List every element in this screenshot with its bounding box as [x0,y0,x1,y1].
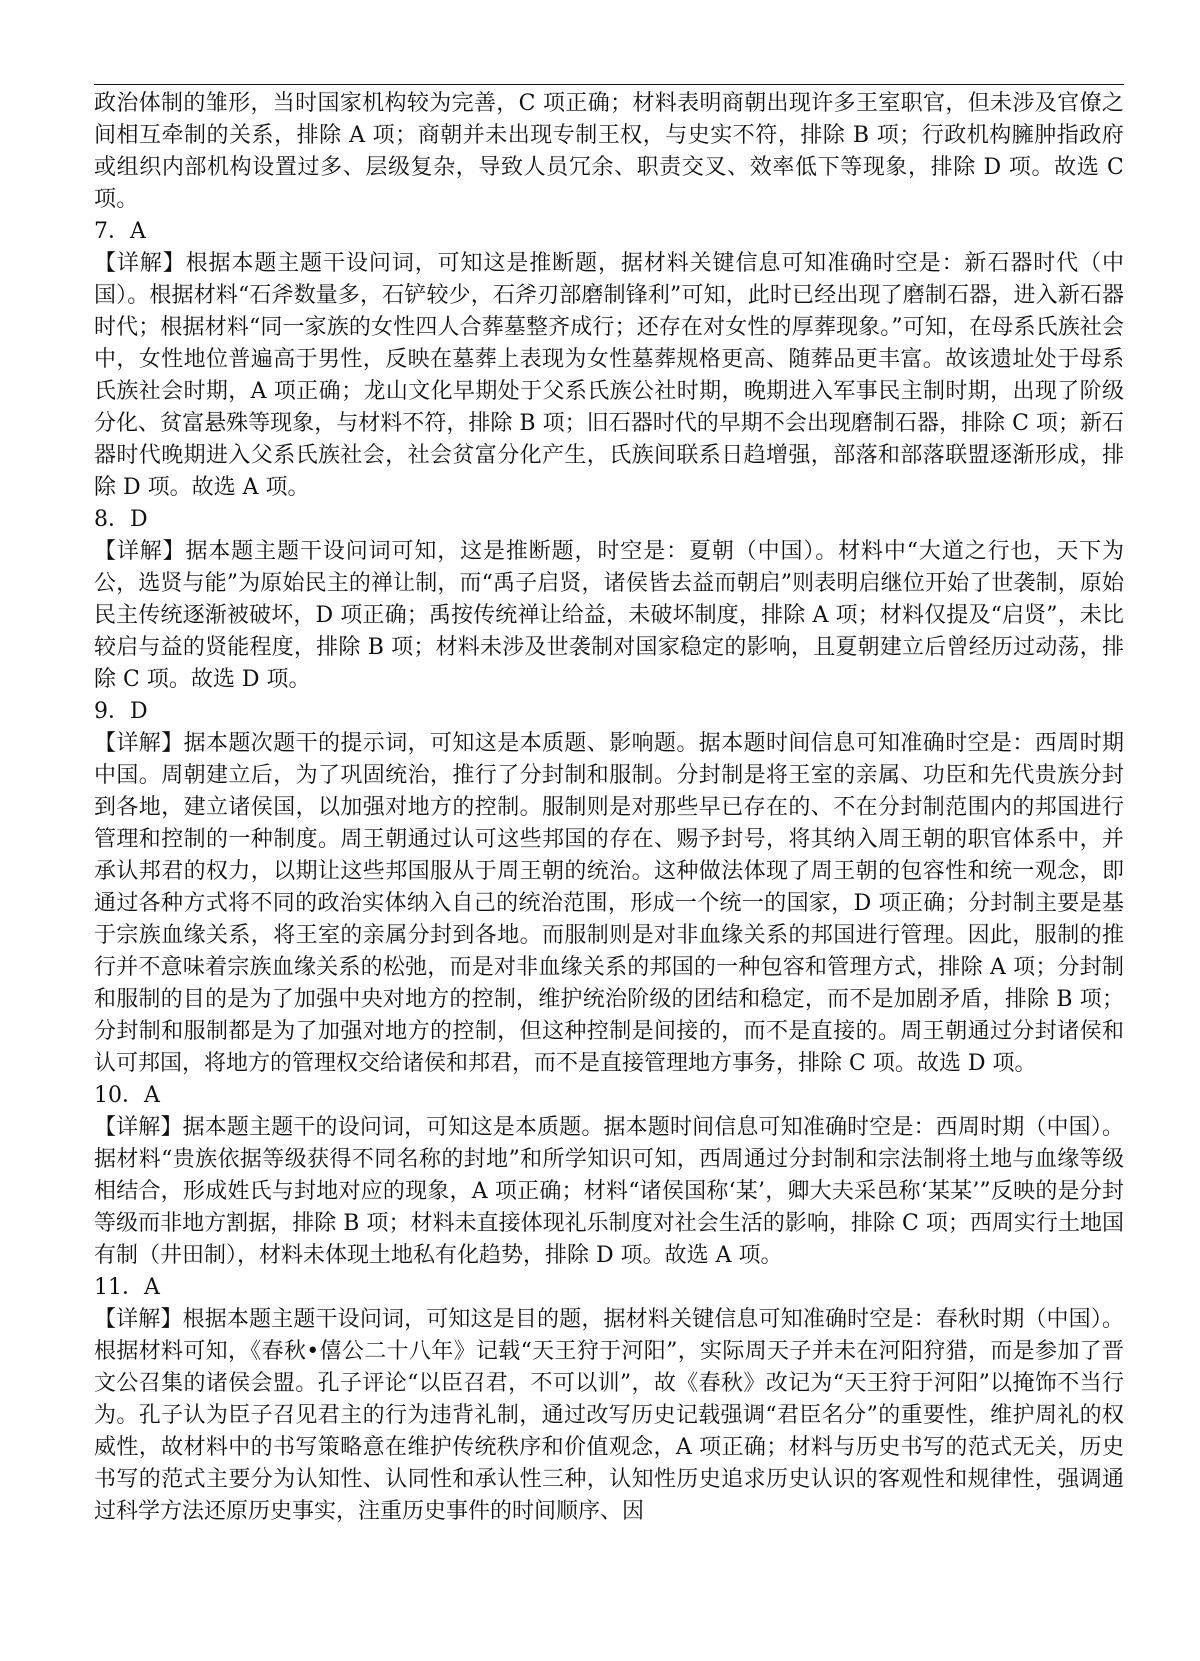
question-detail: 【详解】据本题主题干的设问词，可知这是本质题。据本题时间信息可知准确时空是：西周时期（中国）。据材料“贵族依据等级获得不同名称的封地”和所学知识可知，西周通过分封制和宗法制将土地与血缘等级相结合，形成姓氏与封地对应的现象，A 项正确；材料“诸侯国称‘某’，卿大夫采邑称‘某某’”反映的是分封等级而非地方割据，排除 B 项；材料未直接体现礼乐制度对社会生活的影响，排除 C 项；西周实行土地国有制（井田制），材料未体现土地私有化趋势，排除 D 项。故选 A 项。 [94,1115,1124,1268]
document-page [94,84,1124,1528]
question-detail: 【详解】据本题次题干的提示词，可知这是本质题、影响题。据本题时间信息可知准确时空是：西周时期中国。周朝建立后，为了巩固统治，推行了分封制和服制。分封制是将王室的亲属、功臣和先代贵族分封到各地，建立诸侯国，以加强对地方的控制。服制则是对那些早已存在的、不在分封制范围内的邦国进行管理和控制的一种制度。周王朝通过认可这些邦国的存在、赐予封号，将其纳入周王朝的职官体系中，并承认邦君的权力，以期让这些邦国服从于周王朝的统治。这种做法体现了周王朝的包容性和统一观念，即通过各种方式将不同的政治实体纳入自己的统治范围，形成一个统一的国家，D 项正确；分封制主要是基于宗族血缘关系，将王室的亲属分封到各地。而服制则是对非血缘关系的邦国进行管理。因此，服制的推行并不意味着宗族血缘关系的松弛，而是对非血缘关系的邦国的一种包容和管理方式，排除 A 项；分封制和服制的目的是为了加强中央对地方的控制，维护统治阶级的团结和稳定，而不是加剧矛盾，排除 B 项；分封制和服制都是为了加强对地方的控制，但这种控制是间接的，而不是直接的。周王朝通过分封诸侯和认可邦国，将地方的管理权交给诸侯和邦君，而不是直接管理地方事务，排除 C 项。故选 D 项。 [94,731,1124,1076]
question-10 [94,1080,1124,1272]
answer-content [94,84,1124,1528]
question-number: 11．A [94,1275,160,1300]
question-detail: 【详解】据本题主题干设问词可知，这是推断题，时空是：夏朝（中国）。材料中“大道之行也，天下为公，选贤与能”为原始民主的禅让制，而“禹子启贤，诸侯皆去益而朝启”则表明启继位开始了世袭制，原始民主传统逐渐被破坏，D 项正确；禹按传统禅让给益，未破坏制度，排除 A 项；材料仅提及“启贤”，未比较启与益的贤能程度，排除 B 项；材料未涉及世袭制对国家稳定的影响，且夏朝建立后曾经历过动荡，排除 C 项。故选 D 项。 [94,539,1124,692]
question-number: 7．A [94,219,146,244]
question-8 [94,504,1124,696]
question-number: 10．A [94,1083,160,1108]
question-number: 8．D [94,507,148,532]
question-9 [94,696,1124,1080]
question-number: 9．D [94,699,148,724]
intro-paragraph: 政治体制的雏形，当时国家机构较为完善，C 项正确；材料表明商朝出现许多王室职官，但未涉及官僚之间相互牵制的关系，排除 A 项；商朝并未出现专制王权，与史实不符，排除 B 项；行政机构臃肿指政府或组织内部机构设置过多、层级复杂，导致人员冗余、职责交叉、效率低下等现象，排除 D 项。故选 C 项。 [94,91,1124,212]
question-detail: 【详解】根据本题主题干设问词，可知这是推断题，据材料关键信息可知准确时空是：新石器时代（中国）。根据材料“石斧数量多，石铲较少，石斧刃部磨制锋利”可知，此时已经出现了磨制石器，进入新石器时代；根据材料“同一家族的女性四人合葬墓整齐成行；还存在对女性的厚葬现象。”可知，在母系氏族社会中，女性地位普遍高于男性，反映在墓葬上表现为女性墓葬规格更高、随葬品更丰富。故该遗址处于母系氏族社会时期，A 项正确；龙山文化早期处于父系氏族公社时期，晚期进入军事民主制时期，出现了阶级分化、贫富悬殊等现象，与材料不符，排除 B 项；旧石器时代的早期不会出现磨制石器，排除 C 项；新石器时代晚期进入父系氏族社会，社会贫富分化产生，氏族间联系日趋增强，部落和部落联盟逐渐形成，排除 D 项。故选 A 项。 [94,251,1124,500]
question-detail: 【详解】根据本题主题干设问词，可知这是目的题，据材料关键信息可知准确时空是：春秋时期（中国）。根据材料可知，《春秋•僖公二十八年》记载“天王狩于河阳”，实际周天子并未在河阳狩猎，而是参加了晋文公召集的诸侯会盟。孔子评论“以臣召君，不可以训”，故《春秋》改记为“天王狩于河阳”以掩饰不当行为。孔子认为臣子召见君主的行为违背礼制，通过改写历史记载强调“君臣名分”的重要性，维护周礼的权威性，故材料中的书写策略意在维护传统秩序和价值观念，A 项正确；材料与历史书写的范式无关，历史书写的范式主要分为认知性、认同性和承认性三种，认知性历史追求历史认识的客观性和规律性，强调通过科学方法还原历史事实，注重历史事件的时间顺序、因 [94,1307,1124,1524]
question-11 [94,1272,1124,1528]
question-7 [94,216,1124,504]
